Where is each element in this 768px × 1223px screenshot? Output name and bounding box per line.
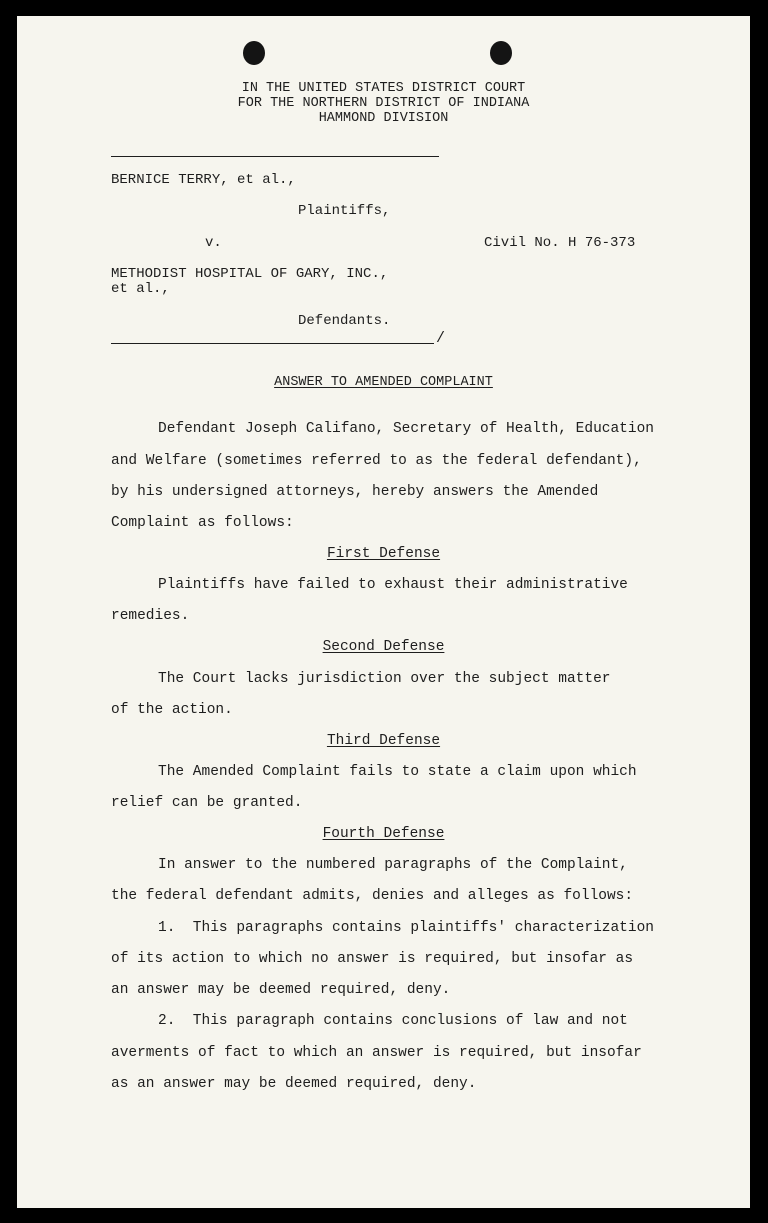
fourth-defense-line: In answer to the numbered paragraphs of the Complaint, [158,857,628,873]
court-district-line: FOR THE NORTHERN DISTRICT OF INDIANA [237,96,530,111]
paragraph-2-line: as an answer may be deemed required, deny. [111,1076,477,1092]
caption-top-rule [111,156,439,157]
paragraph-2-line: 2. This paragraph contains conclusions of law and not [158,1013,628,1029]
versus-label: v. [205,235,222,251]
document-title: ANSWER TO AMENDED COMPLAINT [274,375,493,390]
intro-line: Complaint as follows: [111,515,294,531]
first-defense-line: Plaintiffs have failed to exhaust their administrative [158,577,628,593]
paragraph-1-line: an answer may be deemed required, deny. [111,982,451,998]
plaintiff-name: BERNICE TERRY, et al., [111,172,296,188]
second-defense-heading: Second Defense [322,639,445,655]
paragraph-2-line: averments of fact to which an answer is required, but insofar [111,1045,642,1061]
plaintiffs-label: Plaintiffs, [298,203,391,219]
punch-hole [490,41,512,65]
court-name-line: IN THE UNITED STATES DISTRICT COURT [241,81,526,96]
defendant-name-line1: METHODIST HOSPITAL OF GARY, INC., [111,266,389,282]
paragraph-1-line: of its action to which no answer is required, but insofar as [111,951,634,967]
civil-case-number: Civil No. H 76-373 [484,235,636,251]
caption-closing-slash: / [436,330,446,347]
first-defense-heading: First Defense [326,546,441,562]
punch-hole [243,41,265,65]
defendant-name-line2: et al., [111,281,170,297]
first-defense-line: remedies. [111,608,190,624]
paragraph-1-line: 1. This paragraphs contains plaintiffs' characterization [158,920,654,936]
third-defense-line: relief can be granted. [111,795,303,811]
defendants-label: Defendants. [298,313,391,329]
court-division-line: HAMMOND DIVISION [318,111,449,126]
third-defense-heading: Third Defense [326,733,441,749]
document-page [17,16,750,1208]
intro-line: and Welfare (sometimes referred to as the federal defendant), [111,453,642,469]
second-defense-line: The Court lacks jurisdiction over the subject matter [158,671,611,687]
caption-bottom-rule [111,343,434,344]
third-defense-line: The Amended Complaint fails to state a claim upon which [158,764,637,780]
second-defense-line: of the action. [111,702,233,718]
intro-line: by his undersigned attorneys, hereby answers the Amended [111,484,599,500]
intro-line: Defendant Joseph Califano, Secretary of Health, Education [158,421,654,437]
fourth-defense-line: the federal defendant admits, denies and alleges as follows: [111,888,634,904]
fourth-defense-heading: Fourth Defense [322,826,445,842]
